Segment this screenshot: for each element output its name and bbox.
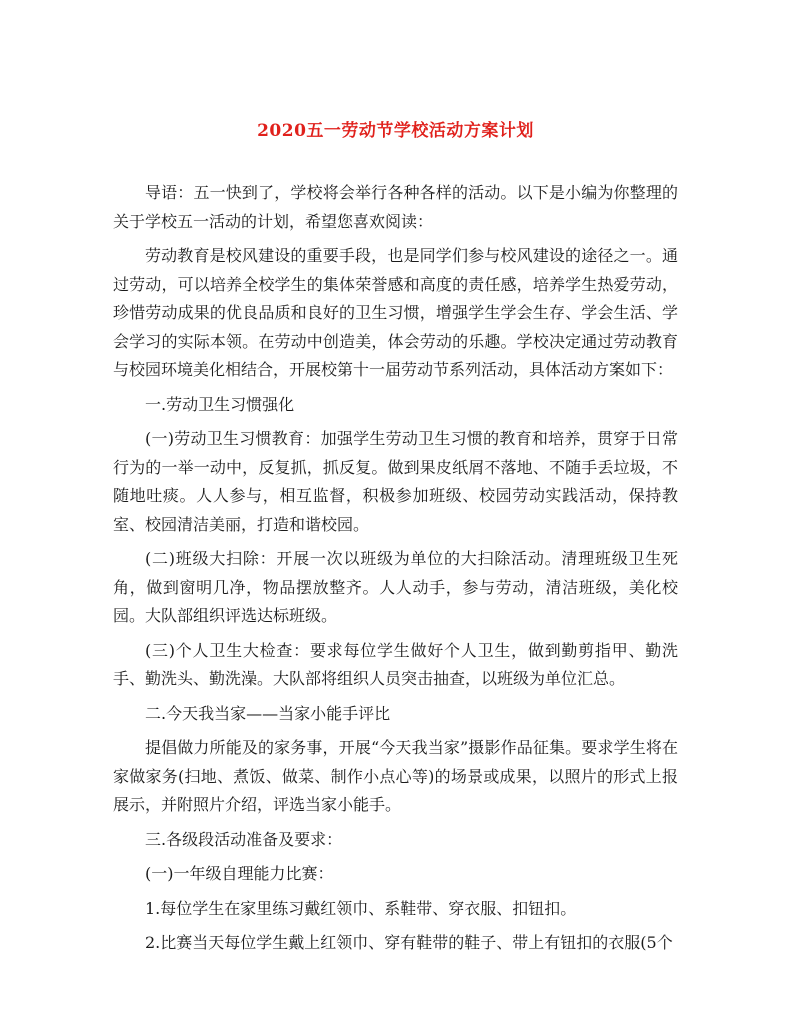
section-1-item-3: (三)个人卫生大检查：要求每位学生做好个人卫生，做到勤剪指甲、勤洗手、勤洗头、勤洗澡。大队部将组织人员突击抽查，以班级为单位汇总。	[113, 640, 678, 688]
section-heading-3: 三.各级段活动准备及要求：	[145, 829, 343, 849]
section-2-paragraph: 提倡做力所能及的家务事，开展“今天我当家”摄影作品征集。要求学生将在家做家务(扫地、煮饭、做菜、制作小点心等)的场景或成果，以照片的形式上报展示，并附照片介绍，评选当家小能手。	[113, 738, 678, 814]
document-body	[113, 179, 678, 958]
list-item-2: 2.比赛当天每位学生戴上红领巾、穿有鞋带的鞋子、带上有钮扣的衣服(5个	[145, 933, 673, 952]
section-1-item-1: (一)劳动卫生习惯教育：加强学生劳动卫生习惯的教育和培养，贯穿于日常行为的一举一动中，反复抓，抓反复。做到果皮纸屑不落地、不随手丢垃圾，不随地吐痰。人人参与，相互监督，积极参加班级、校园劳动实践活动，保持教室、校园清洁美丽，打造和谐校园。	[113, 429, 678, 534]
section-heading-1: 一.劳动卫生习惯强化	[145, 394, 295, 414]
section-heading-2: 二.今天我当家——当家小能手评比	[145, 703, 391, 723]
section-3-subheading-1: (一)一年级自理能力比赛：	[145, 864, 334, 883]
document-title: 2020五一劳动节学校活动方案计划	[257, 121, 534, 141]
section-1-item-2: (二)班级大扫除：开展一次以班级为单位的大扫除活动。清理班级卫生死角，做到窗明几净，物品摆放整齐。人人动手，参与劳动，清洁班级，美化校园。大队部组织评选达标班级。	[113, 549, 678, 625]
list-item-1: 1.每位学生在家里练习戴红领巾、系鞋带、穿衣服、扣钮扣。	[145, 898, 577, 918]
intro-paragraph: 导语：五一快到了，学校将会举行各种各样的活动。以下是小编为你整理的关于学校五一活动的计划，希望您喜欢阅读：	[113, 183, 678, 231]
background-paragraph: 劳动教育是校风建设的重要手段，也是同学们参与校风建设的途径之一。通过劳动，可以培养全校学生的集体荣誉感和高度的责任感，培养学生热爱劳动，珍惜劳动成果的优良品质和良好的卫生习惯，增强学生学会生存、学会生活、学会学习的实际本领。在劳动中创造美，体会劳动的乐趣。学校决定通过劳动教育与校园环境美化相结合，开展校第十一届劳动节系列活动，具体活动方案如下：	[113, 246, 678, 379]
